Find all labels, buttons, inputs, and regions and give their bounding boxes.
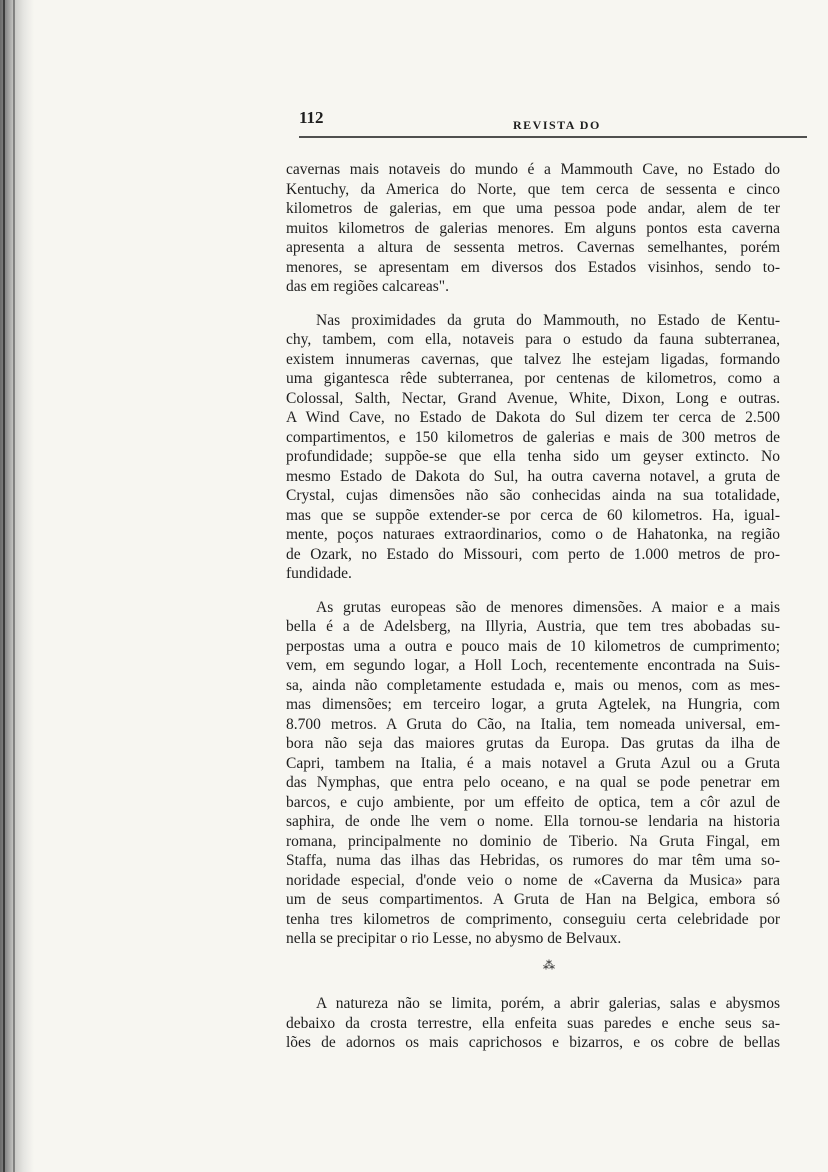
- spine-edge-line: [3, 0, 5, 1172]
- text-line: Capri, tambem na Italia, é a mais notavel a Gruta Azul ou a Gruta: [286, 754, 780, 772]
- text-line: mas dimensões; em terceiro logar, a gruta Agtelek, na Hungria, com: [286, 696, 780, 713]
- text-line: romana, principalmente no dominio de Tiberio. Na Gruta Fingal, em: [286, 832, 780, 850]
- text-line: nella se precipitar o rio Lesse, no abysmo de Belvaux.: [286, 930, 622, 947]
- text-line: Kentuchy, da America do Norte, que tem cerca de sessenta e cinco: [286, 180, 780, 198]
- text-line: Crystal, cujas dimensões não são conhecidas ainda na sua totalidade,: [286, 487, 780, 504]
- text-line: apresenta a altura de sessenta metros. Cavernas semelhantes, porém: [286, 239, 780, 256]
- text-line: saphira, de onde lhe vem o nome. Ella tornou-se lendaria na historia: [286, 813, 780, 830]
- text-line: um de seus compartimentos. A Gruta de Han na Belgica, embora só: [286, 891, 780, 908]
- text-line: mas que se suppõe extender-se por cerca de 60 kilometros. Ha, igual-: [286, 506, 780, 524]
- text-line: compartimentos, e 150 kilometros de galerias e mais de 300 metros de: [286, 428, 780, 446]
- body-text: [286, 160, 780, 949]
- text-line: 8.700 metros. A Gruta do Cão, na Italia, tem nomeada universal, em-: [286, 715, 780, 733]
- spine-edge-line: [13, 0, 15, 1172]
- text-line: muitos kilometros de galerias menores. Em alguns pontos esta caverna: [286, 219, 780, 237]
- text-line: kilometros de galerias, em que uma pessoa pode andar, alem de ter: [286, 200, 780, 217]
- text-line: fundidade.: [286, 565, 352, 582]
- header-rule: [299, 133, 807, 138]
- text-line: Staffa, numa das ilhas das Hebridas, os rumores do mar têm uma so-: [286, 852, 780, 869]
- text-line: menores, se apresentam em diversos dos Estados visinhos, sendo to-: [286, 258, 780, 276]
- text-line: perpostas uma a outra e pouco mais de 10 kilometros de cumprimento;: [286, 637, 780, 655]
- text-line: lões de adornos os mais caprichosos e bizarros, e os cobre de bellas: [286, 1034, 780, 1051]
- text-line: existem innumeras cavernas, que talvez lhe estejam ligadas, formando: [286, 350, 780, 368]
- text-line: profundidade; suppõe-se que ella tenha sido um geyser extincto. No: [286, 448, 780, 465]
- section-asterism: ⁂: [543, 958, 555, 972]
- text-line: chy, tambem, com ella, notaveis para o estudo da fauna subterranea,: [286, 331, 780, 348]
- text-line: A Wind Cave, no Estado de Dakota do Sul dizem ter cerca de 2.500: [286, 409, 780, 426]
- text-line: sa, ainda não completamente estudada e, mais ou menos, com as mes-: [286, 676, 780, 694]
- text-line: uma gigantesca rêde subterranea, por centenas de kilometros, como a: [286, 370, 780, 387]
- text-line: das em regiões calcareas".: [286, 278, 449, 295]
- text-line: das Nymphas, que entra pelo oceano, e na qual se pode penetrar em: [286, 774, 780, 791]
- paragraph-3: [286, 598, 780, 949]
- page-number: 112: [299, 108, 324, 127]
- text-line: mesmo Estado de Dakota do Sul, ha outra caverna notavel, a gruta de: [286, 467, 780, 485]
- text-line: bora não seja das maiores grutas da Europa. Das grutas da ilha de: [286, 735, 780, 752]
- text-line: cavernas mais notaveis do mundo é a Mammouth Cave, no Estado do: [286, 161, 780, 178]
- book-spine-shadow: [0, 0, 34, 1172]
- text-line: As grutas europeas são de menores dimensões. A maior e a mais: [316, 598, 780, 616]
- running-title: REVISTA DO: [513, 118, 601, 132]
- paragraph-4: [286, 994, 780, 1053]
- text-line: de Ozark, no Estado do Missouri, com perto de 1.000 metros de pro-: [286, 545, 780, 563]
- text-line: vem, em segundo logar, a Holl Loch, recentemente encontrada na Suis-: [286, 657, 780, 674]
- paragraph-2: [286, 311, 780, 584]
- text-line: debaixo da crosta terrestre, ella enfeita suas paredes e enche seus sa-: [286, 1014, 780, 1032]
- text-line: Colossal, Salth, Nectar, Grand Avenue, White, Dixon, Long e outras.: [286, 389, 780, 407]
- text-line: Nas proximidades da gruta do Mammouth, no Estado de Kentu-: [316, 311, 780, 329]
- page-header: [299, 108, 807, 138]
- text-line: bella é a de Adelsberg, na Illyria, Austria, que tem tres abobadas su-: [286, 618, 780, 635]
- paragraph-1: [286, 160, 780, 297]
- text-line: mente, poços naturaes extraordinarios, como o de Hahatonka, na região: [286, 526, 780, 543]
- text-line: A natureza não se limita, porém, a abrir galerias, salas e abysmos: [316, 995, 780, 1012]
- text-line: barcos, e cujo ambiente, por um effeito de optica, tem a côr azul de: [286, 793, 780, 811]
- text-line: tenha tres kilometros de comprimento, conseguiu certa celebridade por: [286, 910, 780, 928]
- text-line: noridade especial, d'onde veio o nome de «Caverna da Musica» para: [286, 871, 780, 889]
